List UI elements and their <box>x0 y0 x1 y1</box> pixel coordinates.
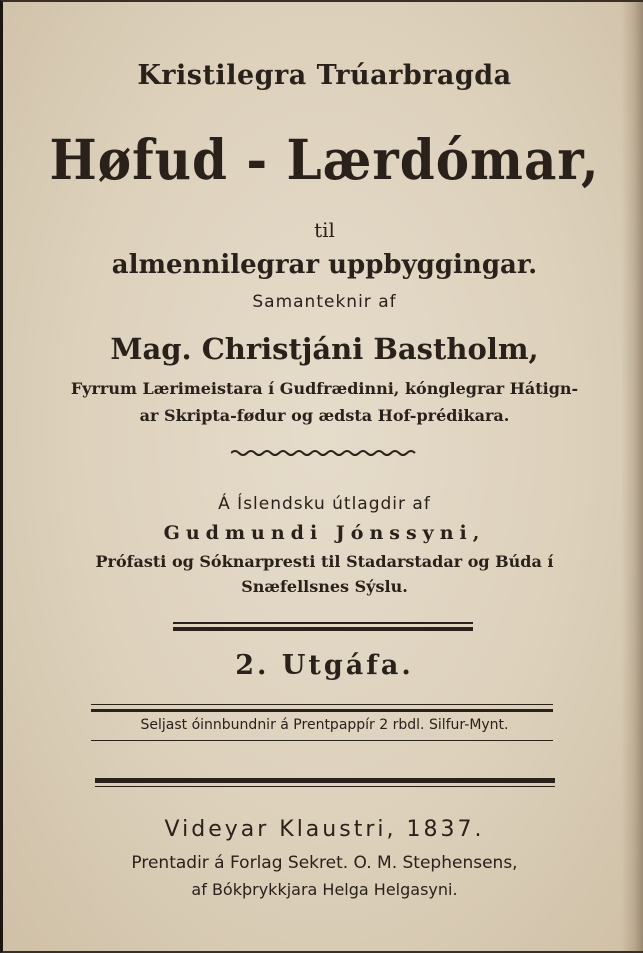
double-rule-upper-thick <box>173 627 473 631</box>
translator-title-line-1: Prófasti og Sóknarpresti til Stadarstadar og Búda í <box>95 552 554 571</box>
translator-name: Gudmundi Jónssyni, <box>163 522 486 544</box>
imprint-printer-line-2: af Bókþrykkjara Helga Helgasyni. <box>191 880 458 899</box>
edition-label: 2. Utgáfa. <box>235 650 414 681</box>
main-title: Høfud - Lærdómar, <box>49 127 600 192</box>
subtitle: almennilegrar uppbyggingar. <box>111 250 538 280</box>
title-line-til: til <box>314 218 335 242</box>
translator-title-line-2: Snæfellsnes Sýslu. <box>241 577 408 596</box>
author-title-line-1: Fyrrum Lærimeistara í Gudfrædinni, kónglegrar Hátign- <box>70 379 579 398</box>
price-frame-top <box>91 704 553 712</box>
translated-by-label: Á Íslendsku útlagdir af <box>218 494 431 514</box>
bottom-rule-thick <box>95 778 555 783</box>
bottom-rule-thin <box>95 786 555 787</box>
double-rule-upper-thin <box>173 622 473 624</box>
ornamental-divider <box>231 448 417 458</box>
imprint-printer-line-1: Prentadir á Forlag Sekret. O. M. Stephensens, <box>131 853 518 873</box>
imprint-place-year: Videyar Klaustri, 1837. <box>164 817 485 842</box>
compiled-by-label: Samanteknir af <box>252 292 397 312</box>
price-frame-bottom <box>91 740 553 741</box>
title-line-1: Kristilegra Trúarbragda <box>137 60 512 91</box>
author-title-line-2: ar Skripta-fødur og ædsta Hof-prédikara. <box>139 406 510 425</box>
price-note: Seljast óinnbundnir á Prentpappír 2 rbdl. Silfur-Mynt. <box>140 717 509 733</box>
author-name: Mag. Christjáni Bastholm, <box>110 332 539 366</box>
